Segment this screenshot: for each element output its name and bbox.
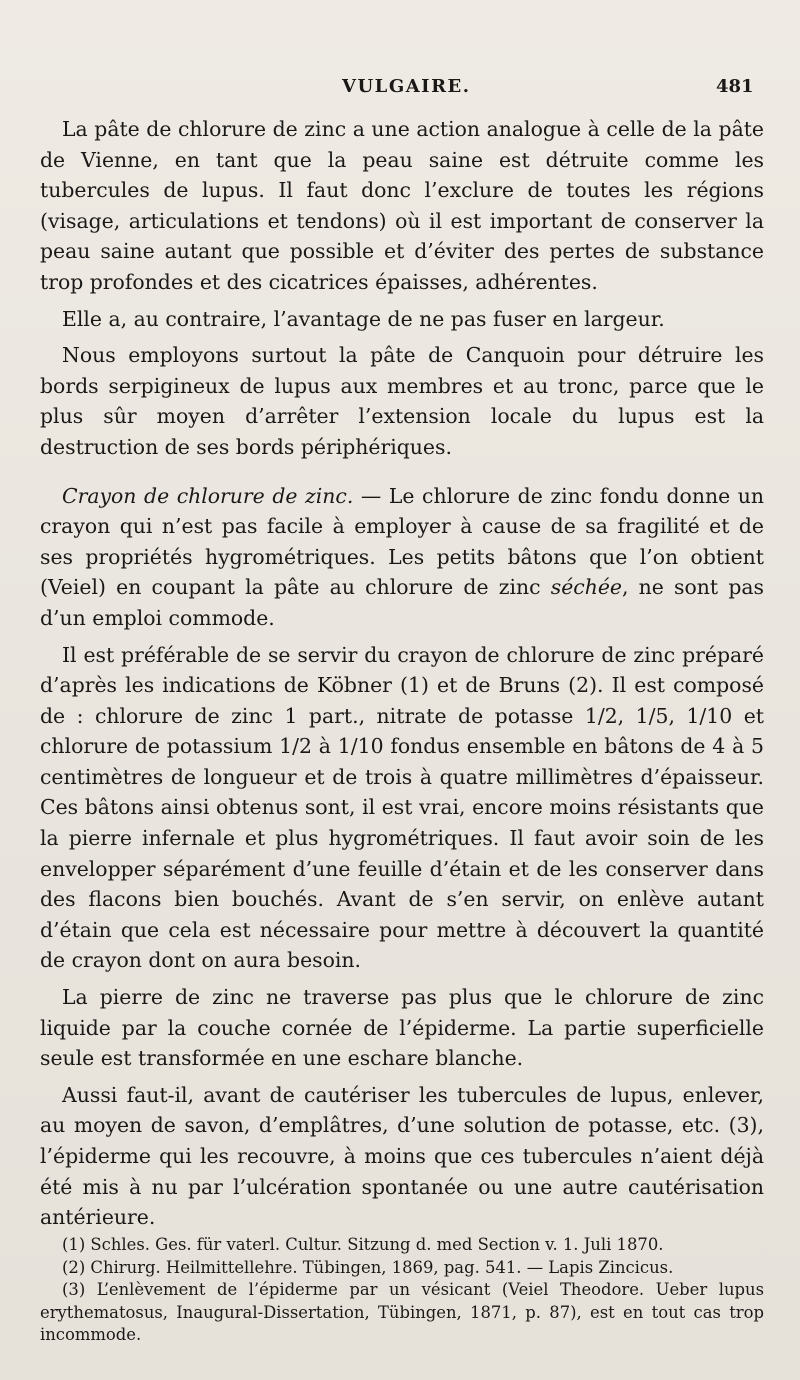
section-heading: Crayon de chlorure de zinc. <box>62 483 354 508</box>
section-text: , ne sont pas d’un emploi commode. <box>40 575 764 630</box>
footnote: (3) L’enlèvement de l’épiderme par un vésicant (Veiel Theodore. Ueber lupus erythematosus, Inaugural-Dissertation, Tübingen, 1871, p. 87), est en tout cas trop incommode. <box>40 1280 764 1344</box>
running-header <box>0 76 800 102</box>
paragraph: Aussi faut-il, avant de cautériser les tubercules de lupus, enlever, au moyen de savon, d’emplâtres, d’une solution de potasse, etc. (3), l’épiderme qui les recouvre, à moins que ces tubercules n’aient déjà été mis à nu par l’ulcération spontanée ou une autre cautérisation antérieure. <box>40 1082 764 1230</box>
page-number: 481 <box>716 76 754 97</box>
running-title: VULGAIRE. <box>342 76 471 97</box>
paragraph: La pierre de zinc ne traverse pas plus que le chlorure de zinc liquide par la couche cornée de l’épiderme. La partie superficielle seule est transformée en une eschare blanche. <box>40 985 764 1071</box>
emphasized-word: séchée <box>550 575 622 600</box>
paragraph: Nous employons surtout la pâte de Canquoin pour détruire les bords serpigineux de lupus aux membres et au tronc, parce que le plus sûr moyen d’arrêter l’extension locale du lupus est la destruction de ses bords périphériques. <box>40 343 764 459</box>
paragraph: Il est préférable de se servir du crayon de chlorure de zinc préparé d’après les indications de Köbner (1) et de Bruns (2). Il est composé de : chlorure de zinc 1 part., nitrate de potasse 1/2, 1/5, 1/10 et chlorure de potassium 1/2 à 1/10 fondus ensemble en bâtons de 4 à 5 centimètres de longueur et de trois à quatre millimètres d’épaisseur. Ces bâtons ainsi obtenus sont, il est vrai, encore moins résistants que la pierre infernale et plus hygrométriques. Il faut avoir soin de les envelopper séparément d’une feuille d’étain et de les conserver dans des flacons bien bouchés. Avant de s’en servir, on enlève autant d’étain que cela est nécessaire pour mettre à découvert la quantité de crayon dont on aura besoin. <box>40 642 764 973</box>
footnote: (1) Schles. Ges. für vaterl. Cultur. Sitzung d. med Section v. 1. Juli 1870. <box>62 1235 664 1254</box>
footnotes <box>40 1234 764 1347</box>
crayon-section-paragraph <box>40 481 764 634</box>
paragraph: Elle a, au contraire, l’avantage de ne pas fuser en largeur. <box>62 306 665 331</box>
footnote: (2) Chirurg. Heilmittellehre. Tübingen, 1869, pag. 541. — Lapis Zincicus. <box>62 1257 674 1277</box>
body-text <box>40 114 764 1233</box>
paragraph: La pâte de chlorure de zinc a une action analogue à celle de la pâte de Vienne, en tant que la peau saine est détruite comme les tubercules de lupus. Il faut donc l’exclure de toutes les régions (visage, articulations et tendons) où il est important de conserver la peau saine autant que possible et d’éviter des pertes de substance trop profondes et des cicatrices épaisses, adhérentes. <box>40 117 764 294</box>
section-text: — Le chlorure de zinc fondu donne un crayon qui n’est pas facile à employer à cause de sa fragilité et de ses propriétés hygrométriques. Les petits bâtons que l’on obtient (Veiel) en coupant la pâte au chlorure de zinc <box>40 483 764 600</box>
